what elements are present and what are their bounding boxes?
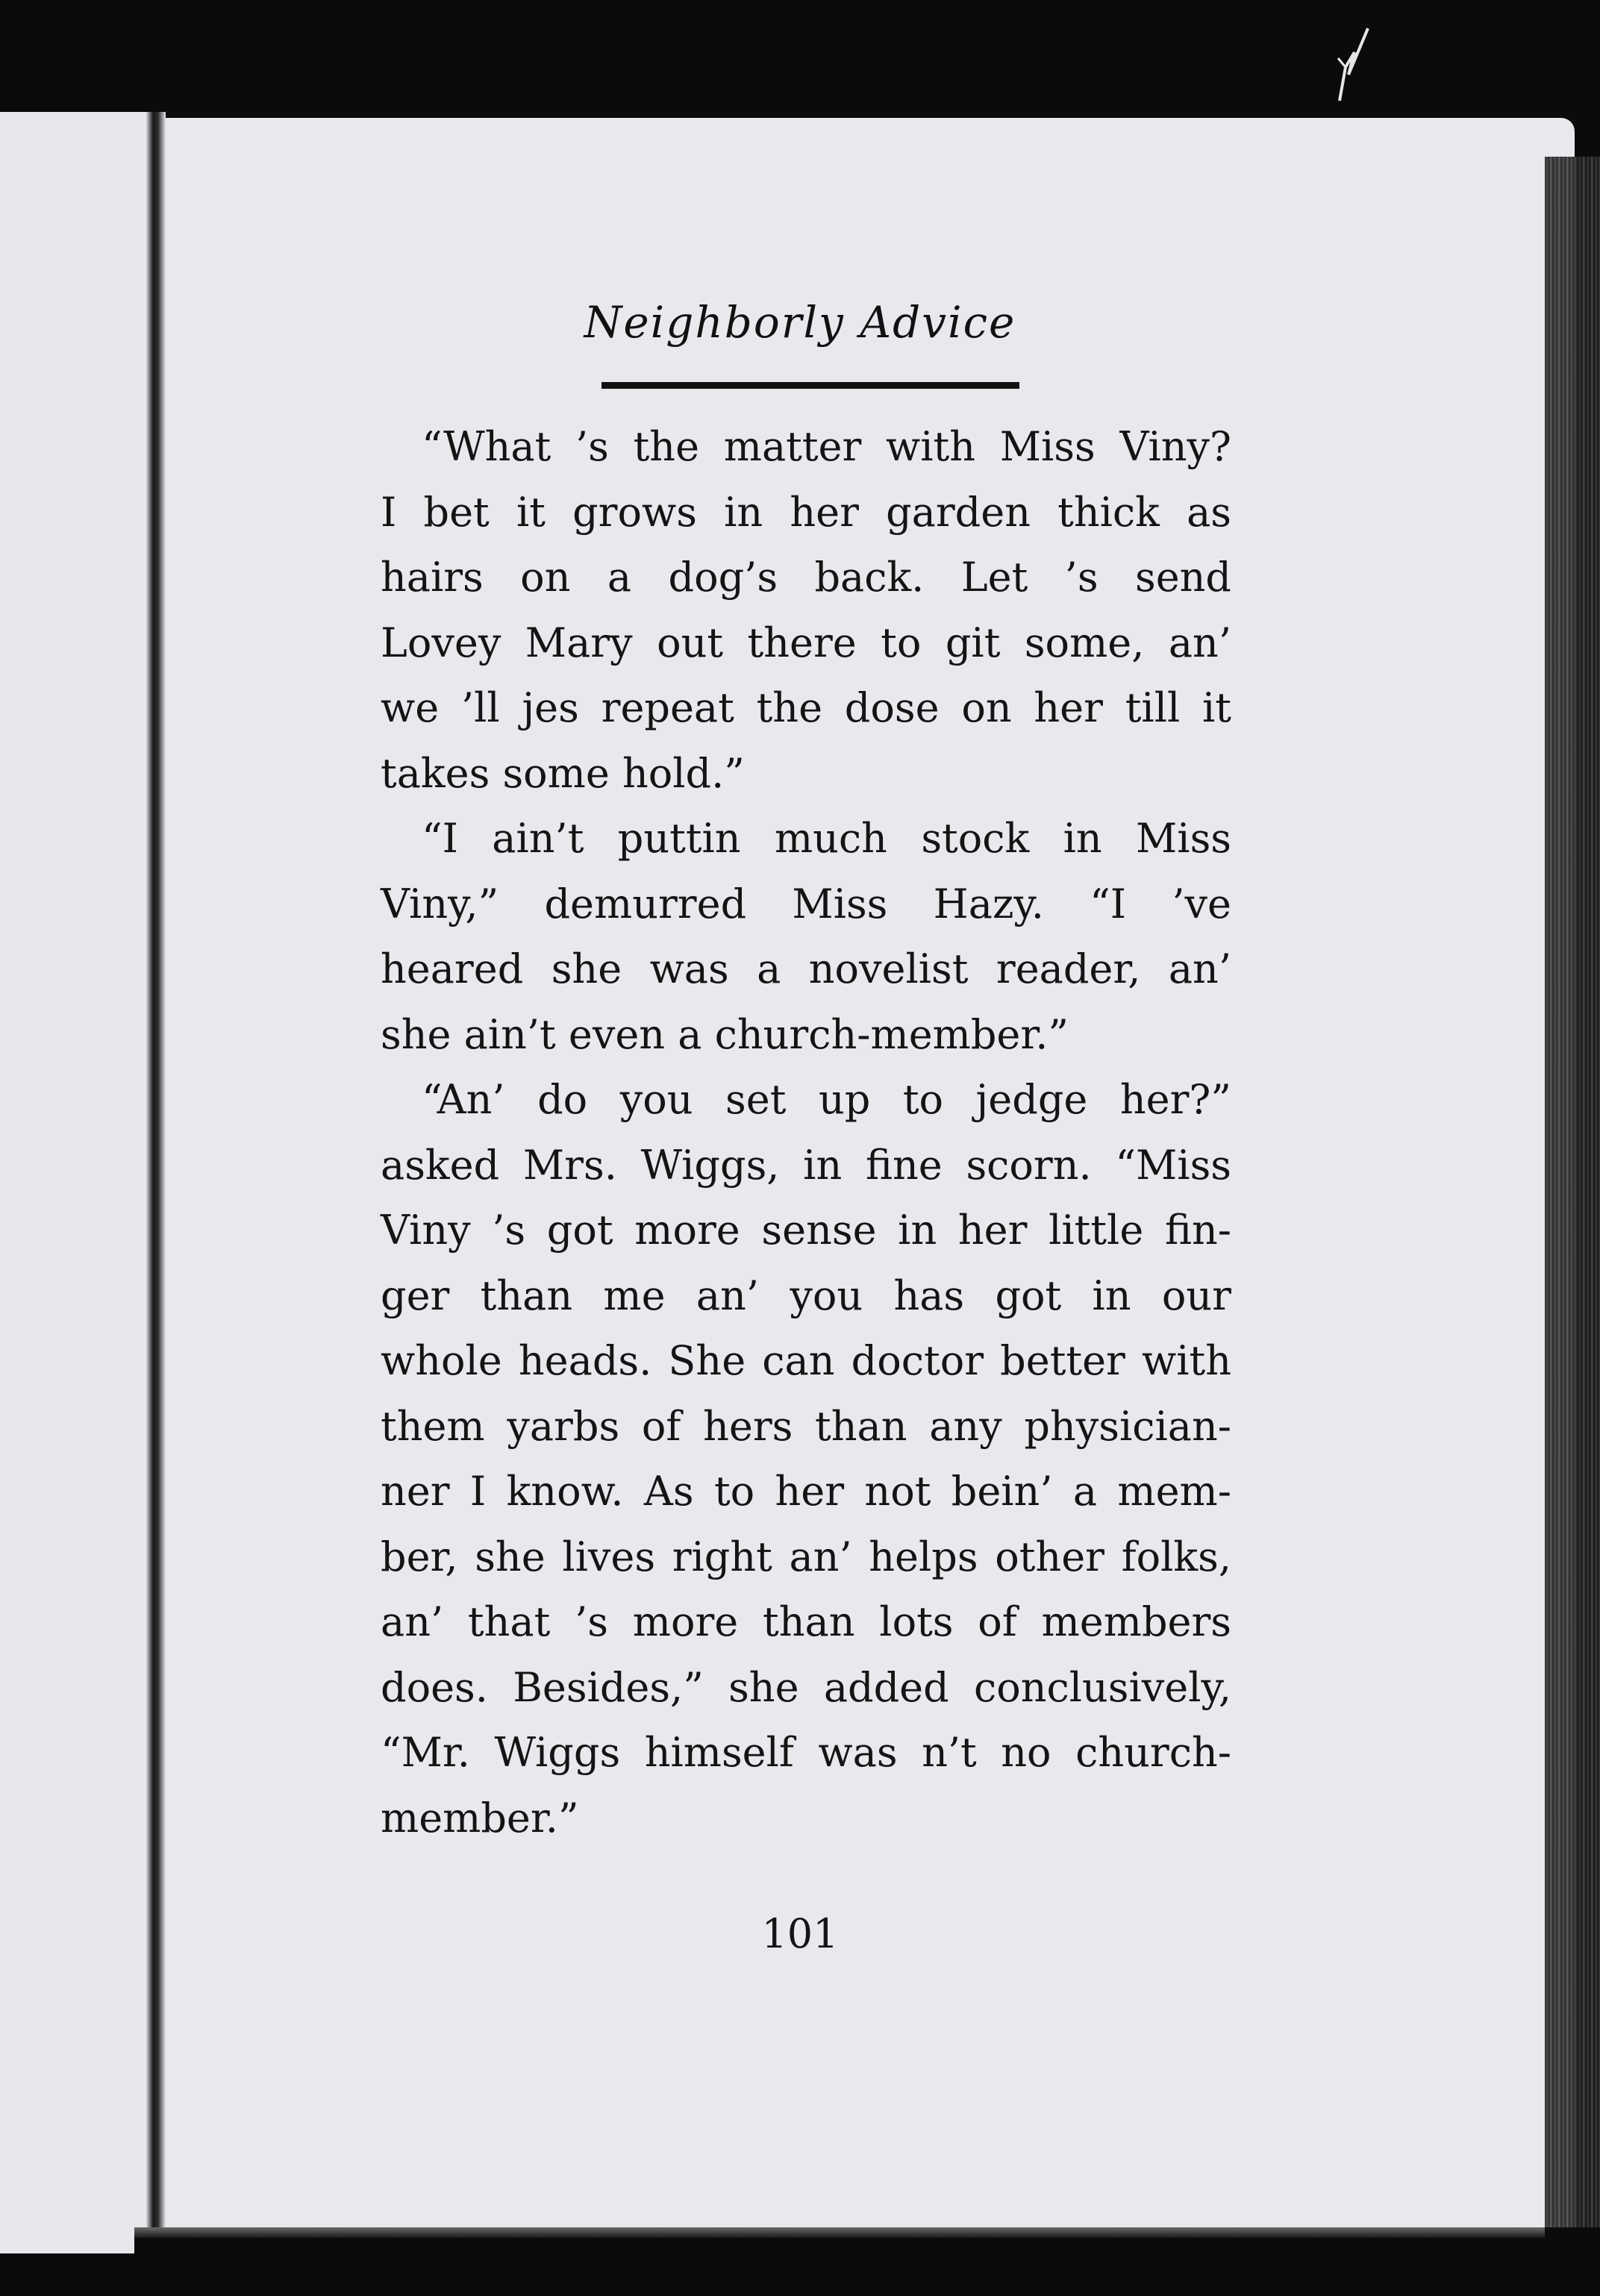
text-line: “Mr. Wiggs himself was n’t no church- — [381, 1729, 1231, 1776]
text-line: heared she was a novelist reader, an’ — [381, 945, 1231, 992]
text-line: member.” — [381, 1794, 579, 1842]
running-head: Neighborly Advice — [584, 297, 1016, 348]
text-line: ber, she lives right an’ helps other folks, — [381, 1533, 1231, 1580]
text-line: “What ’s the matter with Miss Viny? — [422, 423, 1231, 470]
body-text — [381, 414, 1231, 1851]
text-line: “I ain’t puttin much stock in Miss — [422, 815, 1231, 862]
text-line: ner I know. As to her not bein’ a mem- — [381, 1468, 1231, 1515]
text-line: does. Besides,” she added conclusively, — [381, 1663, 1231, 1711]
text-line: Viny ’s got more sense in her little fin- — [381, 1207, 1231, 1254]
text-line: an’ that ’s more than lots of members — [381, 1598, 1231, 1645]
text-line: ger than me an’ you has got in our — [381, 1271, 1231, 1319]
text-line: whole heads. She can doctor better with — [381, 1337, 1231, 1384]
text-line: Viny,” demurred Miss Hazy. “I ’ve — [381, 880, 1231, 928]
text-line: we ’ll jes repeat the dose on her till it — [381, 684, 1231, 731]
text-line: hairs on a dog’s back. Let ’s send — [381, 554, 1231, 601]
text-line: “An’ do you set up to jedge her?” — [422, 1076, 1231, 1123]
text-line: she ain’t even a church-member.” — [381, 1010, 1069, 1058]
scan-pencil-mark-icon — [1332, 22, 1377, 104]
text-line: them yarbs of hers than any physician- — [381, 1402, 1231, 1450]
page-number: 101 — [761, 1910, 839, 1957]
page-bottom-shadow — [134, 2227, 1545, 2238]
text-line: asked Mrs. Wiggs, in fine scorn. “Miss — [381, 1141, 1231, 1189]
header-rule — [601, 382, 1019, 389]
text-line: I bet it grows in her garden thick as — [381, 488, 1231, 536]
text-line: takes some hold.” — [381, 749, 745, 797]
text-line: Lovey Mary out there to git some, an’ — [381, 619, 1231, 666]
